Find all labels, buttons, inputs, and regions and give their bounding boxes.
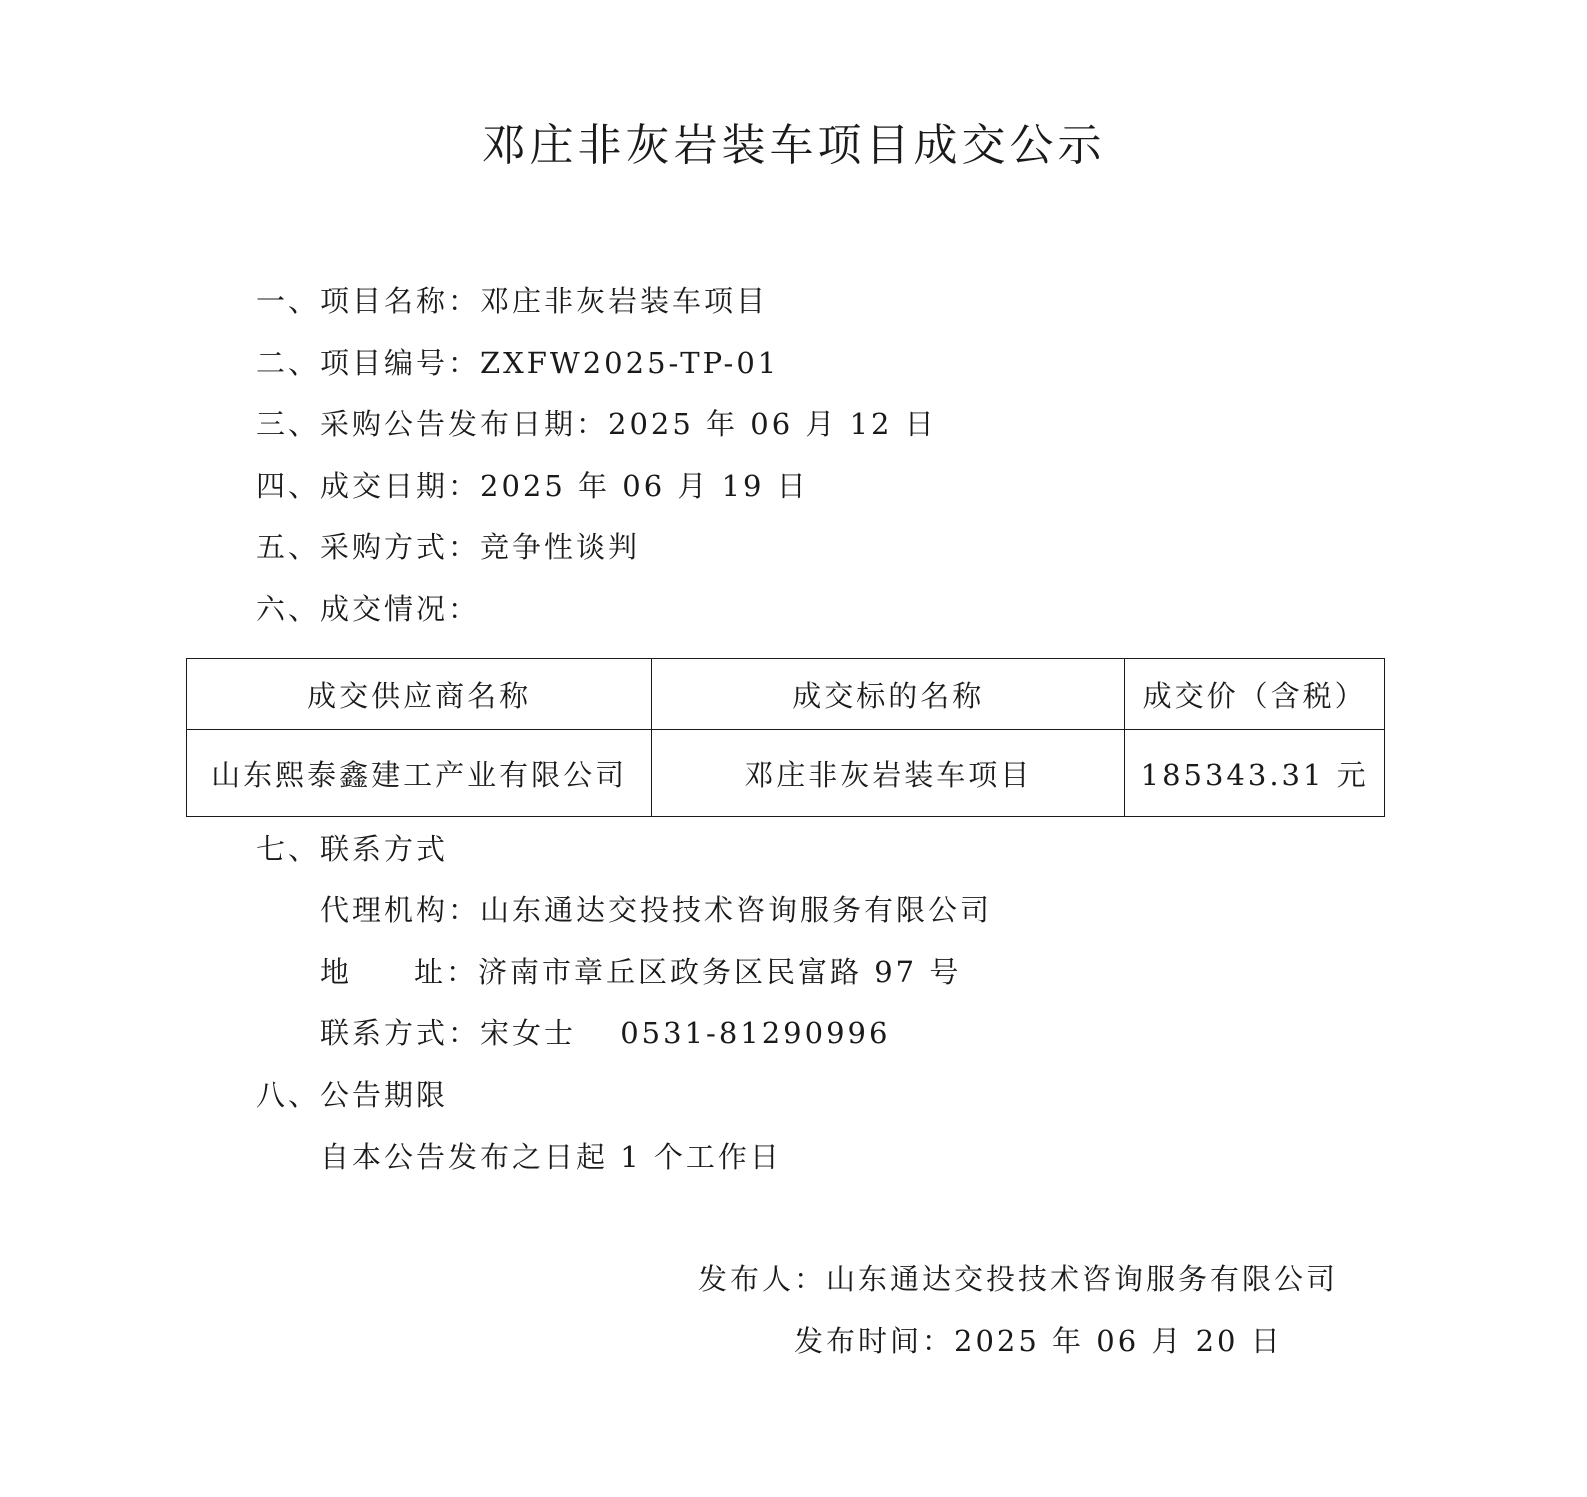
project-name: 一、项目名称：邓庄非灰岩装车项目 <box>256 284 769 318</box>
period-heading: 八、公告期限 <box>256 1078 449 1112</box>
cell-price: 185343.31 元 <box>1125 730 1385 817</box>
procurement-method: 五、采购方式：竞争性谈判 <box>256 530 641 564</box>
header-price: 成交价（含税） <box>1125 659 1385 730</box>
deal-status-heading: 六、成交情况： <box>256 592 481 626</box>
deal-date: 四、成交日期：2025 年 06 月 19 日 <box>256 469 809 503</box>
deal-result-table <box>186 658 1385 817</box>
cell-supplier: 山东熙泰鑫建工产业有限公司 <box>187 730 652 817</box>
contact-address <box>320 952 961 992</box>
footer-publish-time: 发布时间：2025 年 06 月 20 日 <box>794 1324 1283 1358</box>
address-label-part1: 地 <box>320 955 353 989</box>
contact-phone: 联系方式：宋女士 0531-81290996 <box>320 1016 891 1050</box>
project-number: 二、项目编号：ZXFW2025-TP-01 <box>256 346 780 380</box>
address-label-part2: 址：济南市章丘区政务区民富路 97 号 <box>414 955 962 989</box>
page-title: 邓庄非灰岩装车项目成交公示 <box>481 120 1106 171</box>
contact-heading: 七、联系方式 <box>256 832 449 866</box>
header-supplier: 成交供应商名称 <box>187 659 652 730</box>
cell-subject: 邓庄非灰岩装车项目 <box>652 730 1125 817</box>
table-header-row <box>187 659 1385 730</box>
table-row <box>187 730 1385 817</box>
header-subject: 成交标的名称 <box>652 659 1125 730</box>
announcement-date: 三、采购公告发布日期：2025 年 06 月 12 日 <box>256 407 937 441</box>
contact-agency: 代理机构：山东通达交投技术咨询服务有限公司 <box>320 893 993 927</box>
period-text: 自本公告发布之日起 1 个工作日 <box>320 1140 782 1174</box>
footer-publisher: 发布人：山东通达交投技术咨询服务有限公司 <box>698 1262 1339 1296</box>
